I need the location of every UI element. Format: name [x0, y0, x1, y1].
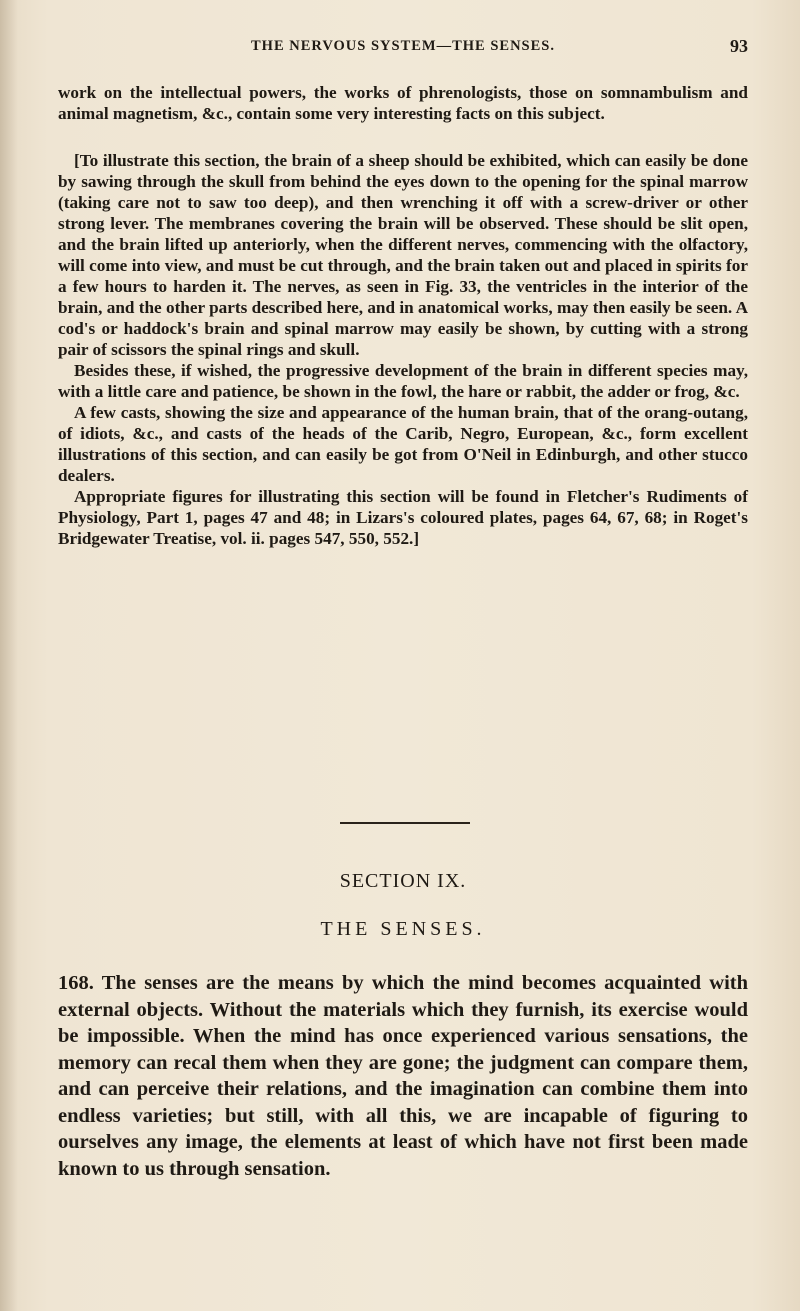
paragraph-development: Besides these, if wished, the progressive development of the brain in different species may, with a little care and patience, be shown in the fowl, the hare or rabbit, the adder or frog, &c.	[58, 361, 748, 401]
paragraph-168: 168. The senses are the means by which the mind becomes acquainted with external objects. Without the materials which they furnish, its exercise would be impossible. When the mind has once experienced various sensations, the memory can recal them when they are gone; the judgment can compare them, and can perceive their relations, and the imagination can combine them into endless varieties; but still, with all this, we are incapable of figuring to ourselves any image, the elements at least of which have not first been made known to us through sensation.	[58, 972, 748, 1180]
page-gutter-shadow	[0, 0, 18, 1311]
running-head	[58, 38, 748, 60]
section-body	[58, 970, 748, 1182]
page-number: 93	[730, 36, 748, 56]
section-divider	[340, 822, 470, 824]
paragraph-figures: Appropriate figures for illustrating this section will be found in Fletcher's Rudiments of Physiology, Part 1, pages 47 and 48; in Lizars's coloured plates, pages 64, 67, 68; in Roget's Bridgewater Treatise, vol. ii. pages 547, 550, 552.]	[58, 487, 748, 548]
paragraph-continued: work on the intellectual powers, the works of phrenologists, those on somnambulism and animal magnetism, &c., contain some very interesting facts on this subject.	[58, 83, 748, 123]
running-title: THE NERVOUS SYSTEM—THE SENSES.	[251, 38, 555, 54]
section-title: THE SENSES.	[320, 918, 486, 940]
body-text-continued	[58, 82, 748, 124]
paragraph-sheep-brain: [To illustrate this section, the brain of a sheep should be exhibited, which can easily be done by sawing through the skull from behind the eyes down to the opening for the spinal marrow (taking care not to saw too deep), and then wrenching it off with a screw-driver or other strong lever. The membranes covering the brain will be observed. These should be slit open, and the brain lifted up anteriorly, when the different nerves, commencing with the olfactory, will come into view, and must be cut through, and the brain taken out and placed in spirits for a few hours to harden it. The nerves, as seen in Fig. 33, the ventricles in the interior of the brain, and the other parts described here, and in anatomical works, may then easily be seen. A cod's or haddock's brain and spinal marrow may easily be shown, by cutting with a strong pair of scissors the spinal rings and skull.	[58, 151, 748, 359]
section-number: SECTION IX.	[339, 870, 467, 892]
illustration-note	[58, 150, 748, 549]
paragraph-casts: A few casts, showing the size and appearance of the human brain, that of the orang-outang, of idiots, &c., and casts of the heads of the Carib, Negro, European, &c., form excellent illustrations of this section, and can easily be got from O'Neil in Edinburgh, and other stucco dealers.	[58, 403, 748, 485]
